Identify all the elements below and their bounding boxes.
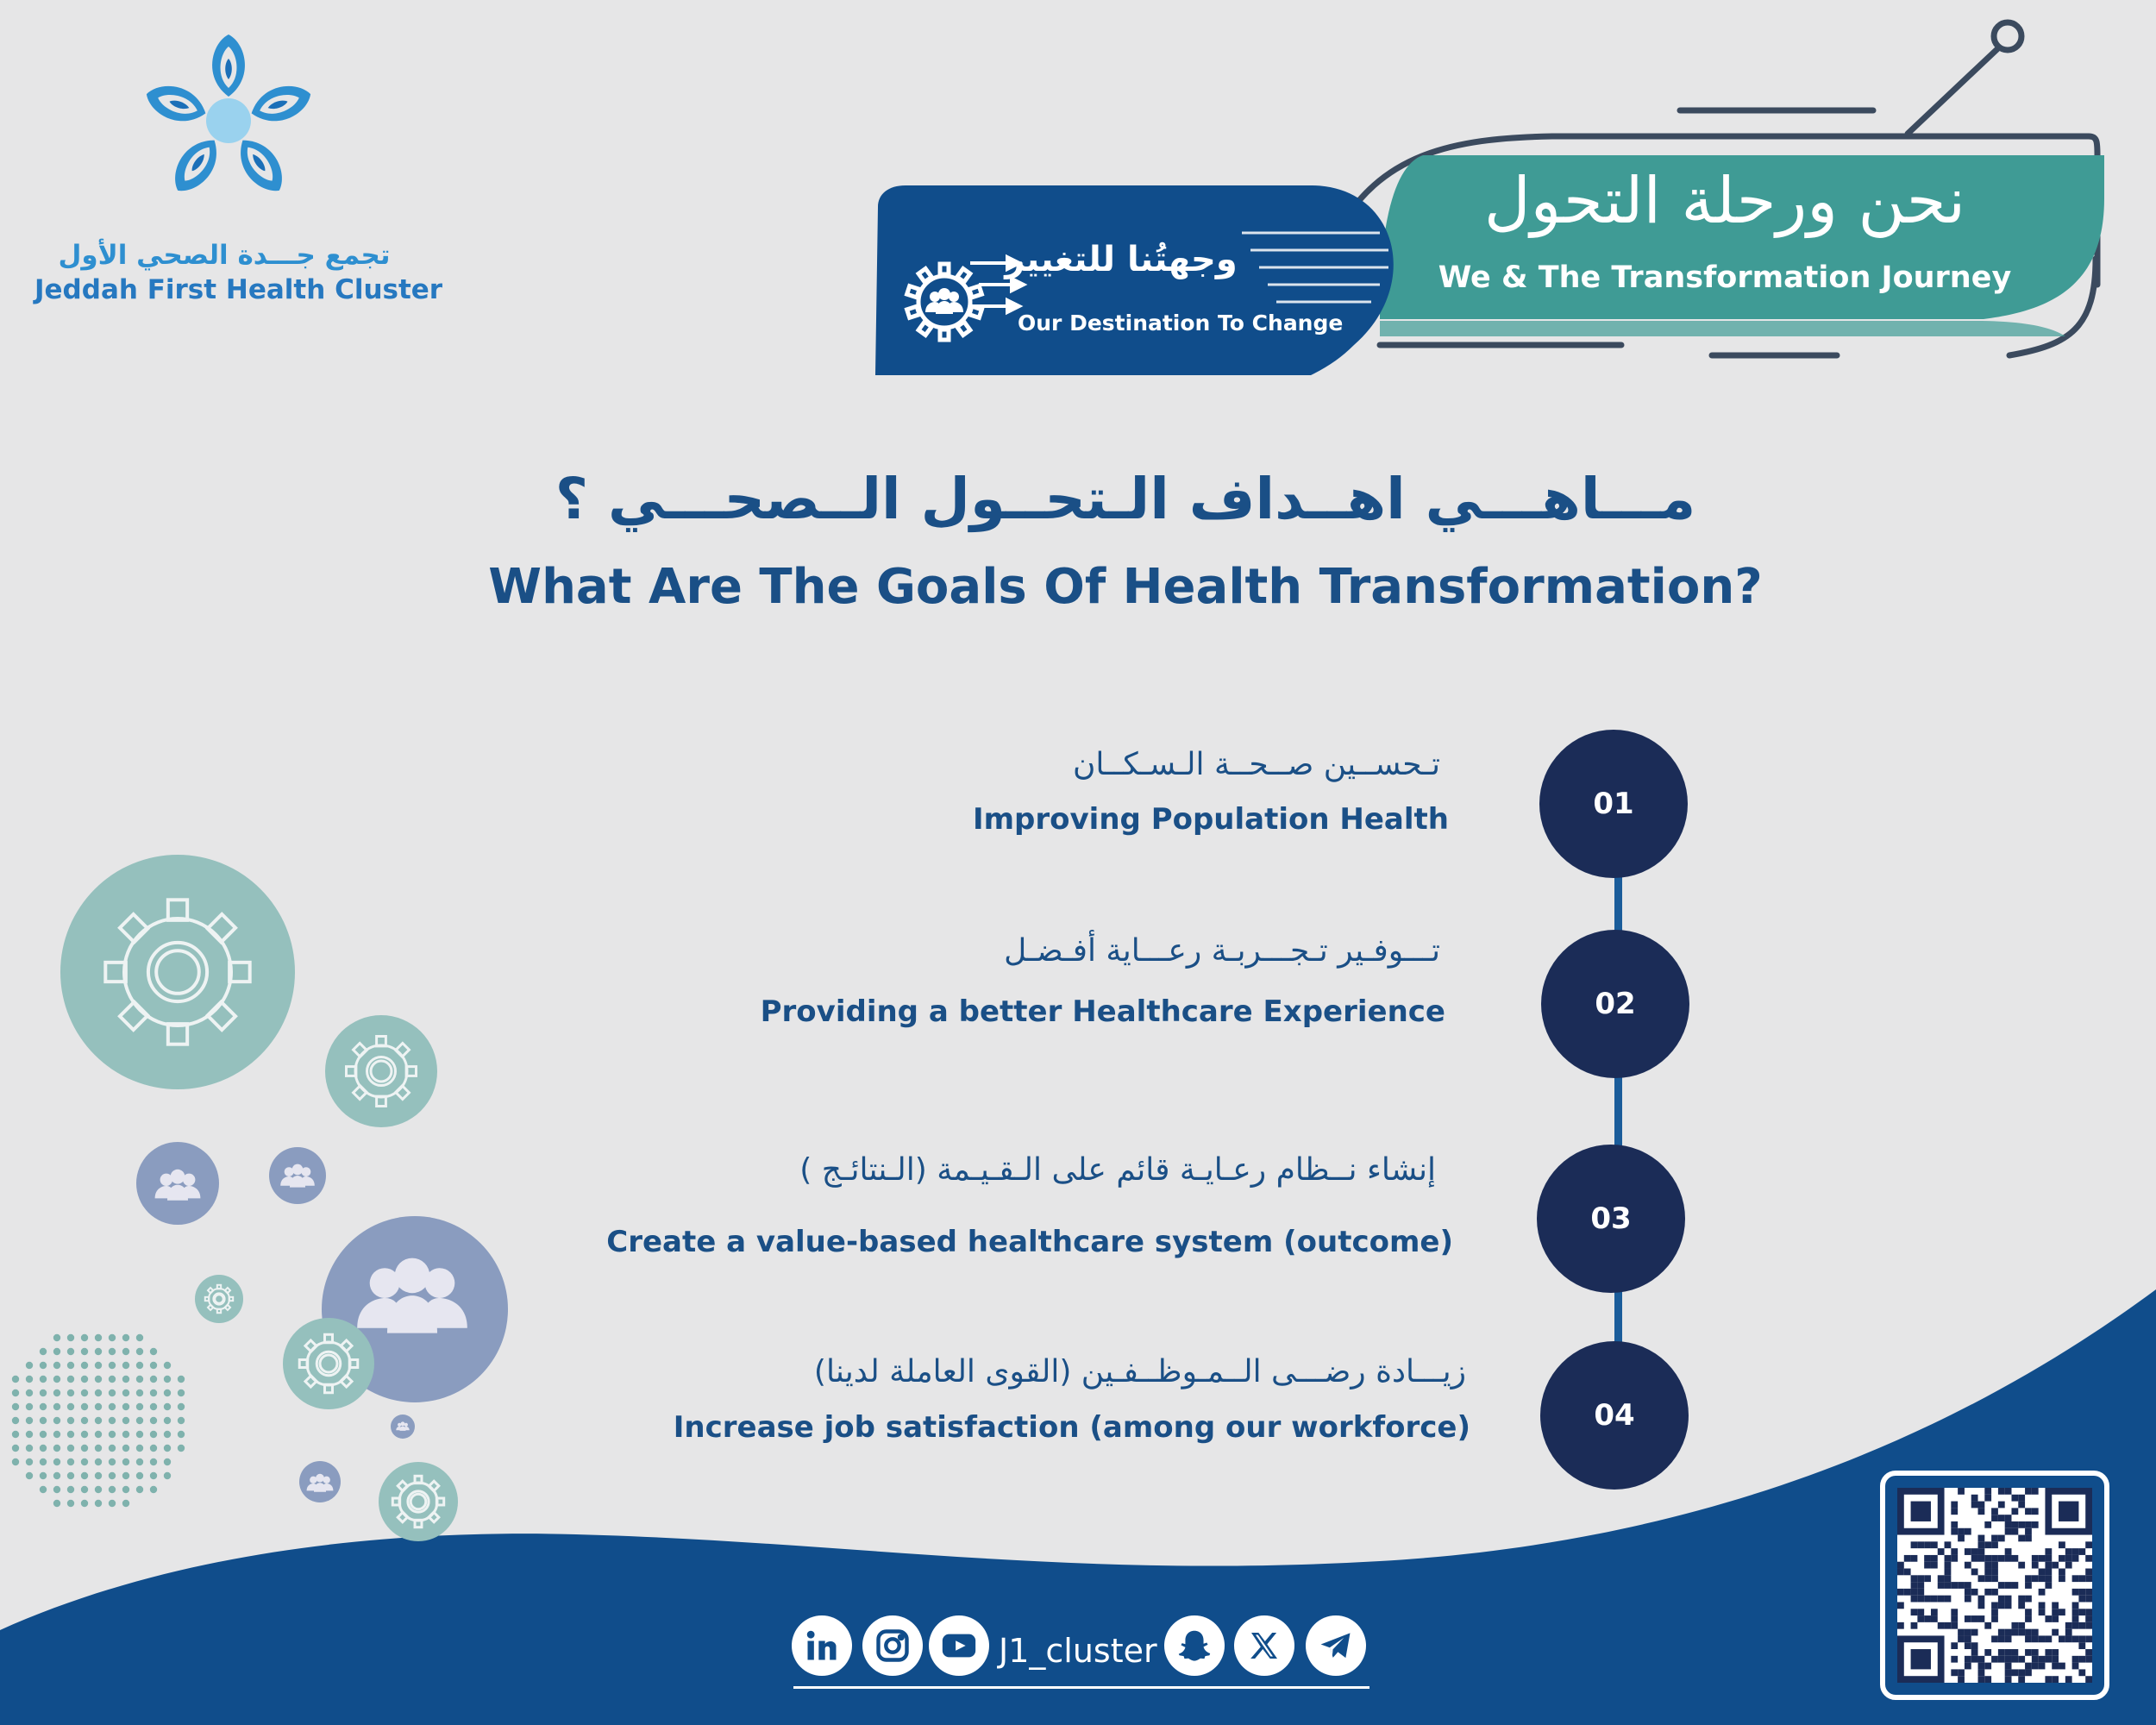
goal-4-number: 04 <box>1540 1341 1689 1490</box>
goal-1-number: 01 <box>1539 730 1688 878</box>
goal-3-en: Create a value-based healthcare system (outcome) <box>606 1225 1453 1259</box>
goal-2-number: 02 <box>1541 930 1689 1078</box>
linkedin-icon[interactable] <box>792 1615 852 1676</box>
goal-4-ar: زيـــادة رضـــى الــمـوظــفـين (القوى العاملة لدينا) <box>813 1354 1466 1389</box>
social-underline <box>793 1686 1369 1689</box>
goal-1-en: Improving Population Health <box>972 802 1449 837</box>
social-handle: J1_cluster <box>999 1632 1157 1670</box>
x-icon[interactable] <box>1234 1615 1294 1676</box>
snapchat-icon[interactable] <box>1164 1615 1225 1676</box>
instagram-icon[interactable] <box>862 1615 923 1676</box>
youtube-icon[interactable] <box>929 1615 989 1676</box>
qr-code-icon <box>1897 1488 2092 1683</box>
logo-name-en: Jeddah First Health Cluster <box>34 274 443 305</box>
qr-code-frame[interactable] <box>1880 1471 2109 1700</box>
goal-3-number: 03 <box>1537 1145 1685 1293</box>
goal-1-ar: تـحســين صــحــة الـسـكــان <box>1072 747 1440 782</box>
goal-4-en: Increase job satisfaction (among our workforce) <box>673 1410 1470 1445</box>
destination-en: Our Destination To Change <box>1018 310 1344 336</box>
cluster-logo <box>129 17 328 216</box>
telegram-icon[interactable] <box>1306 1615 1366 1676</box>
header-title-ar: نحن ورحلة التحول <box>1483 164 1966 238</box>
page-title-en: What Are The Goals Of Health Transformation? <box>488 559 1763 615</box>
goal-3-ar: إنشاء نــظام رعـايـة قائم على الـقـيـمة (الـنتائـج ) <box>799 1152 1436 1188</box>
goal-2-ar: تـــوفـير تـجـــربـة رعـــاية أفـضـل <box>1004 933 1440 969</box>
logo-name-ar: تجمع جـــدة الصحي الأول <box>58 240 391 271</box>
destination-ar: وجهتُنا للتغيير <box>1005 240 1238 279</box>
header-title-en: We & The Transformation Journey <box>1438 260 2012 295</box>
goal-2-en: Providing a better Healthcare Experience <box>760 994 1445 1029</box>
gear-people-icon <box>897 254 992 349</box>
page-title-ar: مـــاهـــي اهــداف الـتحــول الــصحـــي ؟ <box>555 466 1696 532</box>
